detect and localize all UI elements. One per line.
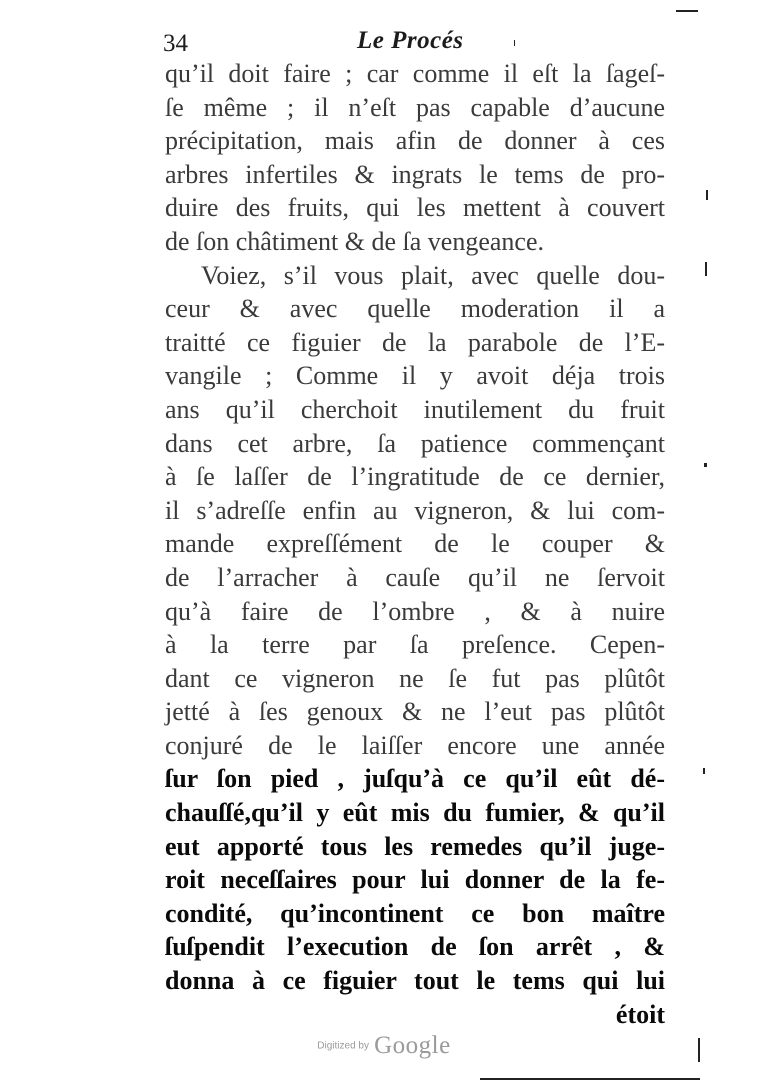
text-line: de l’arracher à cauſe qu’il ne ſervoit bbox=[165, 562, 665, 592]
text-line: dant ce vigneron ne ſe fut pas plûtôt bbox=[165, 663, 665, 693]
text-line: de ſon châtiment & de ſa vengeance. bbox=[165, 226, 545, 256]
text-line: ceur & avec quelle moderation il a bbox=[165, 294, 665, 324]
text-line: ſuſpendit l’execution de ſon arrêt , & bbox=[165, 932, 665, 962]
text-line: eut apporté tous les remedes qu’il juge- bbox=[165, 831, 665, 861]
text-line: traitté ce figuier de la parabole de l’E- bbox=[165, 327, 665, 357]
text-line: roit neceſſaires pour lui donner de la fe- bbox=[165, 865, 665, 895]
text-line: ſur ſon pied , juſqu’à ce qu’il eût dé- bbox=[165, 764, 665, 794]
text-line: donna à ce figuier tout le tems qui lui bbox=[165, 966, 665, 996]
text-line: à ſe laſſer de l’ingratitude de ce dernier, bbox=[165, 462, 665, 492]
catchword: étoit bbox=[615, 999, 665, 1029]
scan-edge-mark bbox=[514, 40, 515, 46]
watermark-prefix: Digitized by bbox=[317, 1040, 369, 1052]
text-line: duire des fruits, qui les mettent à couvert bbox=[165, 193, 665, 223]
text-line: ans qu’il cherchoit inutilement du fruit bbox=[165, 394, 665, 424]
google-logo: Google bbox=[374, 1032, 451, 1059]
digitized-watermark bbox=[0, 1032, 768, 1060]
running-head: Le Procés bbox=[357, 27, 464, 54]
scan-edge-mark bbox=[705, 262, 707, 276]
text-line: chauſſé,qu’il y eût mis du fumier, & qu’il bbox=[165, 798, 665, 828]
scan-edge-mark bbox=[676, 10, 698, 12]
text-line: Voiez, s’il vous plait, avec quelle dou- bbox=[201, 260, 665, 290]
text-line: jetté à ſes genoux & ne l’eut pas plûtôt bbox=[165, 697, 665, 727]
text-line: mande expreſſément de le couper & bbox=[165, 529, 665, 559]
text-line: il s’adreſſe enfin au vigneron, & lui com- bbox=[165, 495, 665, 525]
scan-edge-mark bbox=[706, 190, 708, 200]
text-line: arbres infertiles & ingrats le tems de pro- bbox=[165, 159, 665, 189]
body-text bbox=[165, 57, 665, 1031]
page-header bbox=[163, 20, 663, 60]
scan-edge-mark bbox=[704, 463, 707, 467]
text-line: qu’il doit faire ; car comme il eſt la ſageſ- bbox=[165, 59, 665, 88]
text-line: ſe même ; il n’eſt pas capable d’aucune bbox=[165, 92, 665, 122]
text-line: condité, qu’incontinent ce bon maître bbox=[165, 898, 665, 928]
text-line: précipitation, mais afin de donner à ces bbox=[165, 126, 665, 156]
scan-edge-mark bbox=[698, 1038, 700, 1062]
text-line: dans cet arbre, ſa patience commençant bbox=[165, 428, 665, 458]
text-line: conjuré de le laiſſer encore une année bbox=[165, 730, 665, 760]
text-line: à la terre par ſa preſence. Cepen- bbox=[165, 630, 665, 660]
scan-edge-mark bbox=[703, 768, 705, 774]
scan-edge-mark bbox=[480, 1078, 700, 1080]
text-line: vangile ; Comme il y avoit déja trois bbox=[165, 361, 665, 391]
text-line: qu’à faire de l’ombre , & à nuire bbox=[165, 596, 665, 626]
page-number: 34 bbox=[163, 30, 188, 57]
